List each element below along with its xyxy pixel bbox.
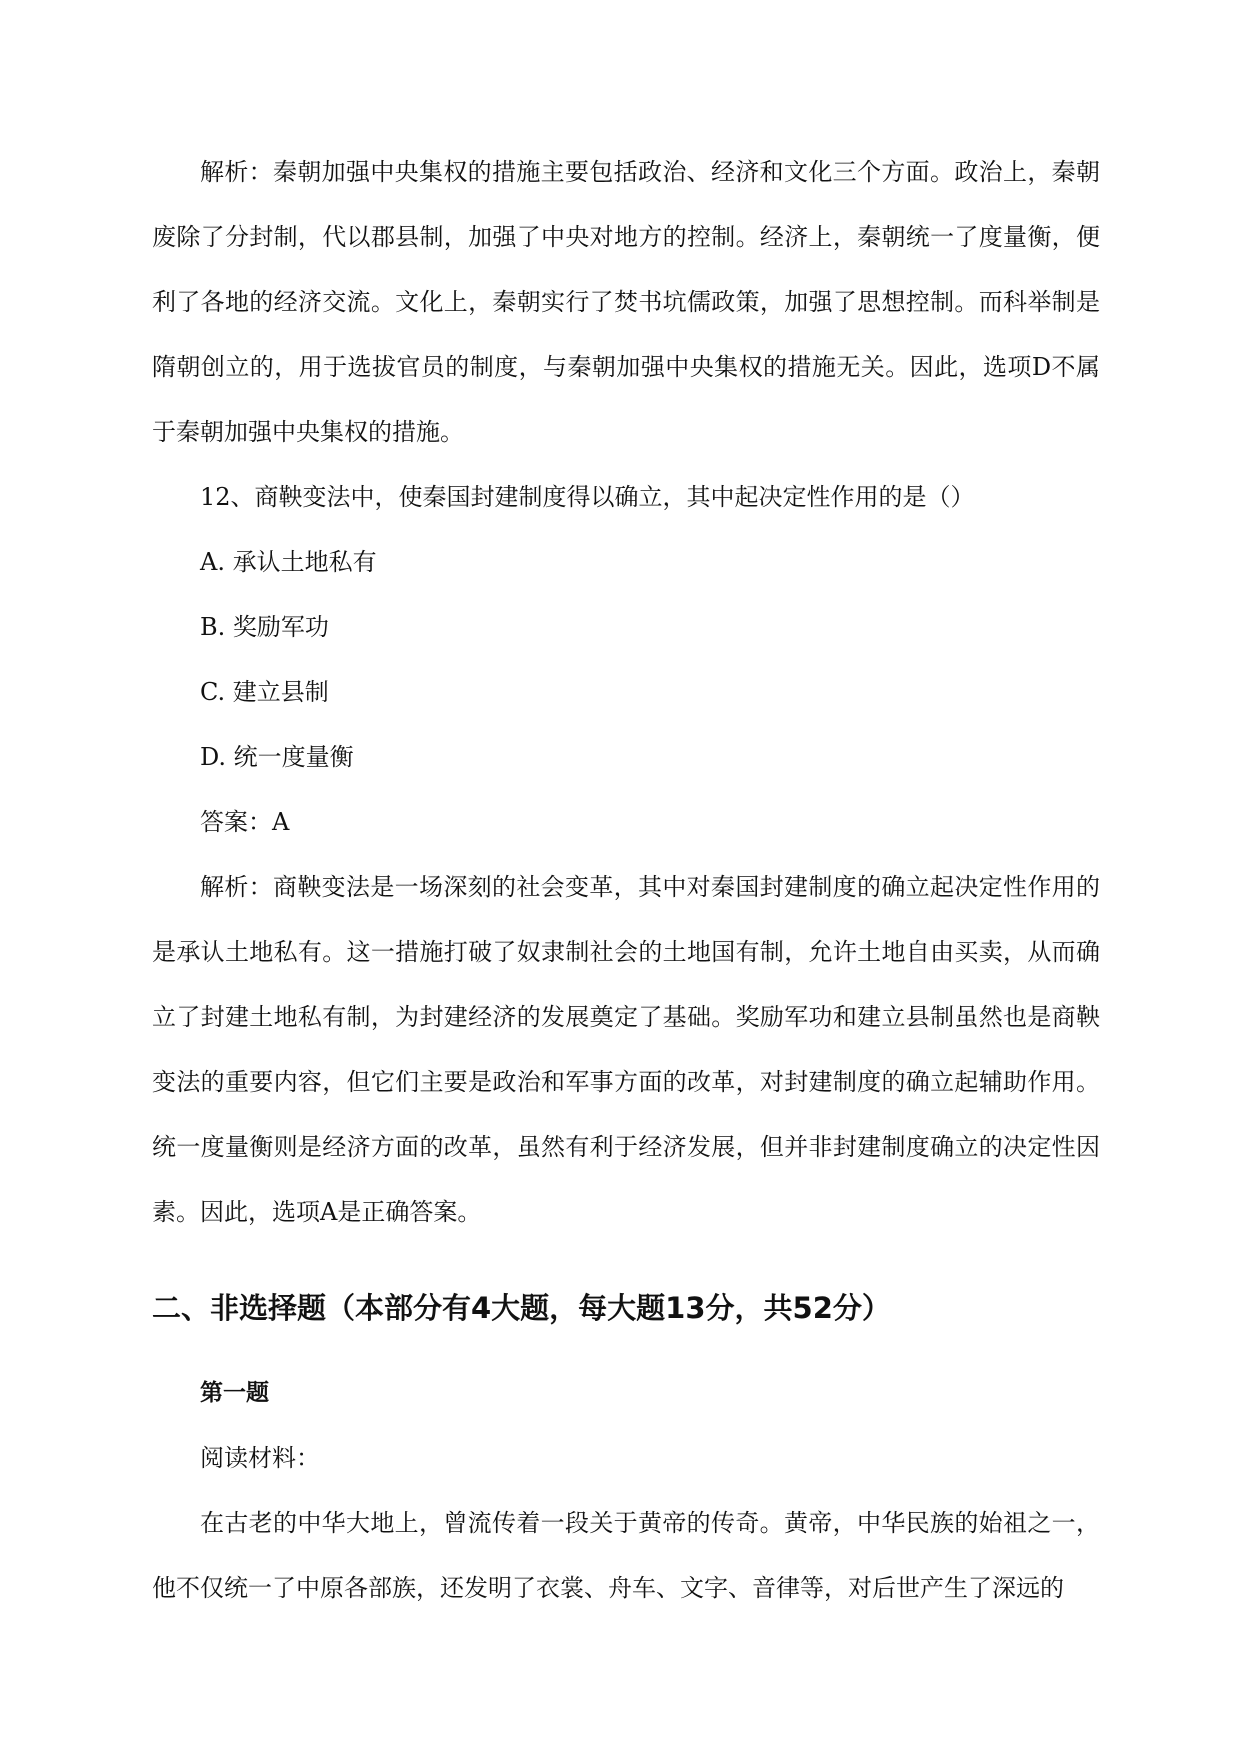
section-title: 二、非选择题（本部分有4大题，每大题13分，共52分） (152, 1291, 891, 1325)
question-12-option-b: B. 奖励军功 (200, 613, 329, 641)
question-12-option-c: C. 建立县制 (200, 678, 329, 706)
reading-material: 在古老的中华大地上，曾流传着一段关于黄帝的传奇。黄帝，中华民族的始祖之一，他不仅统一了中原各部族，还发明了衣裳、舟车、文字、音律等，对后世产生了深远的 (152, 1509, 1100, 1602)
question-12-option-a: A. 承认土地私有 (200, 548, 377, 576)
analysis-paragraph-q12: 解析：商鞅变法是一场深刻的社会变革，其中对秦国封建制度的确立起决定性作用的是承认土地私有。这一措施打破了奴隶制社会的土地国有制，允许土地自由买卖，从而确立了封建土地私有制，为封建经济的发展奠定了基础。奖励军功和建立县制虽然也是商鞅变法的重要内容，但它们主要是政治和军事方面的改革，对封建制度的确立起辅助作用。统一度量衡则是经济方面的改革，虽然有利于经济发展，但并非封建制度确立的决定性因素。因此，选项A是正确答案。 (152, 873, 1100, 1226)
question-12-option-d: D. 统一度量衡 (200, 743, 354, 771)
document-page (152, 140, 1100, 1621)
question-12-stem: 12、商鞅变法中，使秦国封建制度得以确立，其中起决定性作用的是（） (200, 483, 975, 511)
analysis-paragraph-q11: 解析：秦朝加强中央集权的措施主要包括政治、经济和文化三个方面。政治上，秦朝废除了分封制，代以郡县制，加强了中央对地方的控制。经济上，秦朝统一了度量衡，便利了各地的经济交流。文化上，秦朝实行了焚书坑儒政策，加强了思想控制。而科举制是隋朝创立的，用于选拔官员的制度，与秦朝加强中央集权的措施无关。因此，选项D不属于秦朝加强中央集权的措施。 (152, 158, 1100, 446)
reading-label: 阅读材料： (200, 1444, 320, 1472)
question-1-title: 第一题 (200, 1380, 269, 1406)
question-12-answer: 答案：A (200, 808, 290, 836)
